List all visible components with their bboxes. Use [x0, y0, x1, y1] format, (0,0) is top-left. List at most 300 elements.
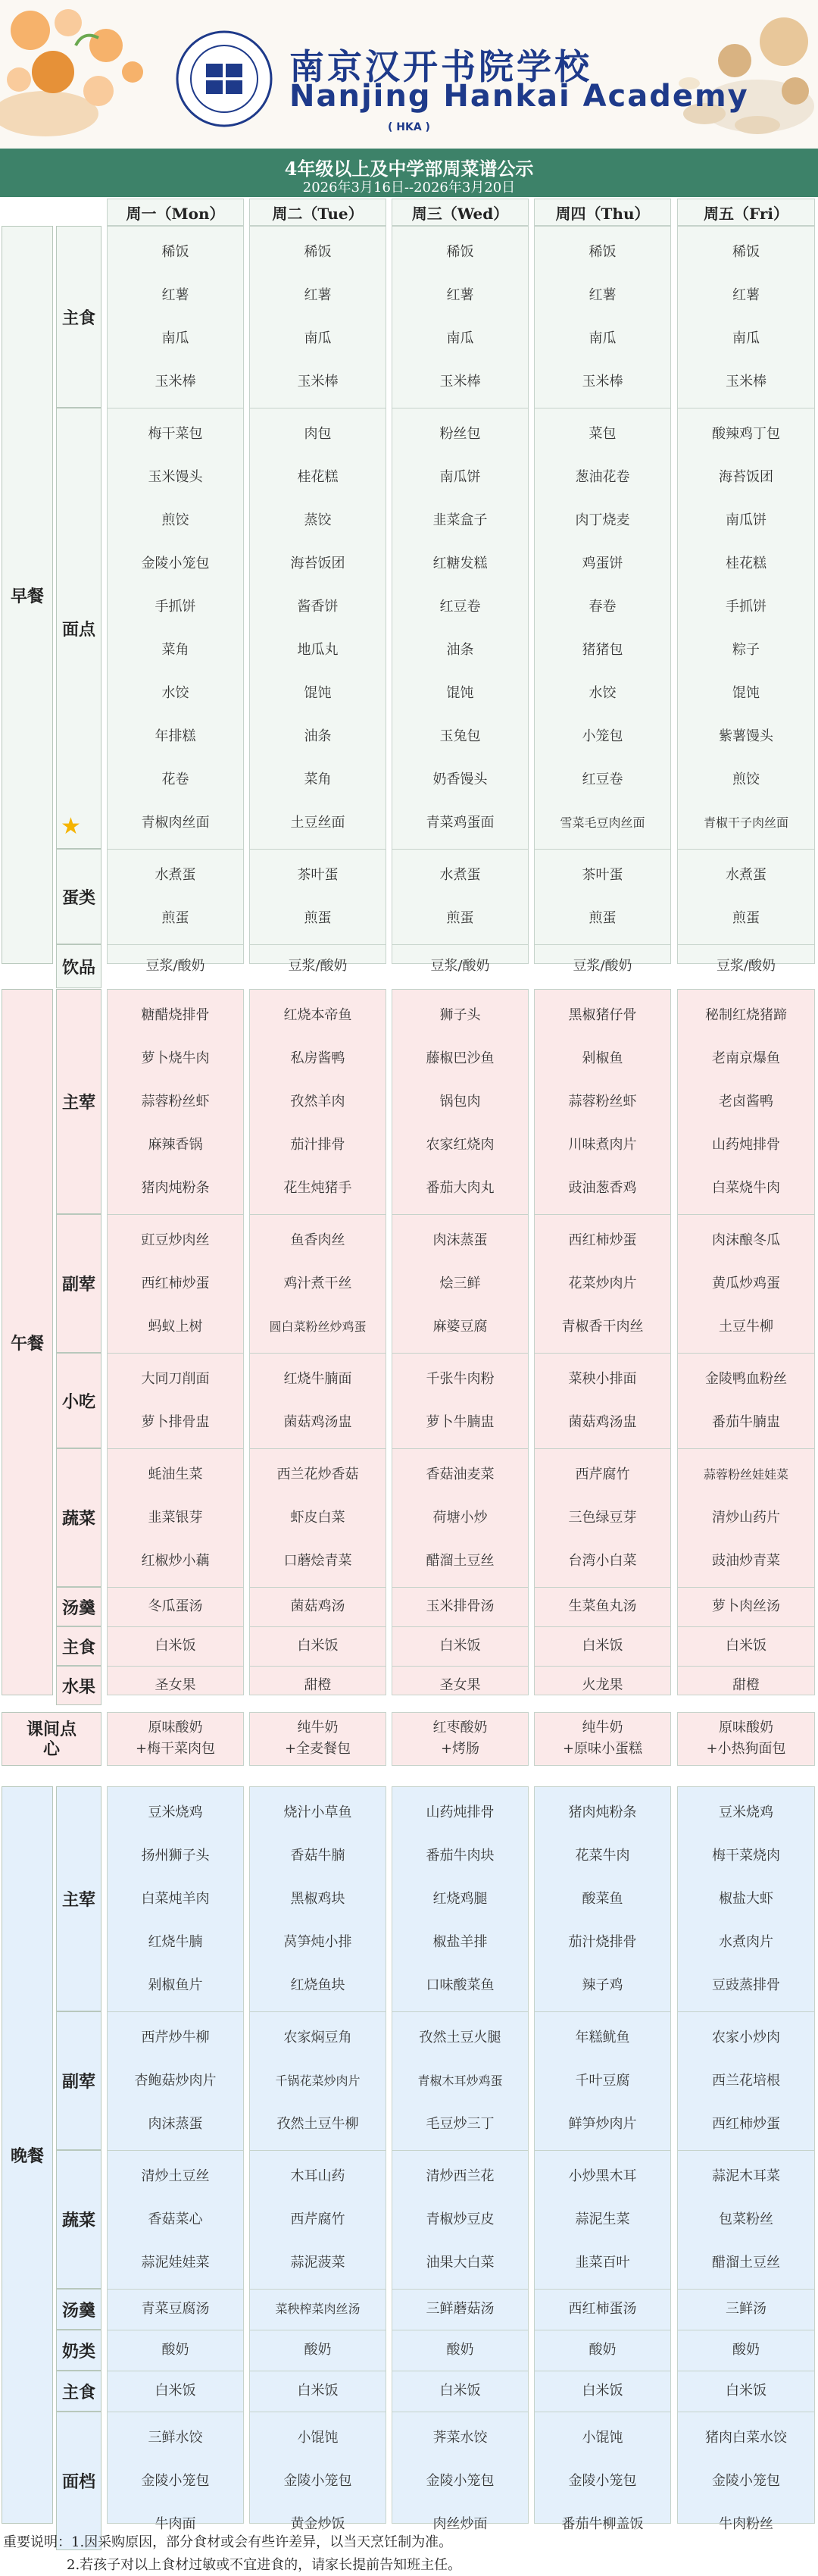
- dish-cell: 酸奶: [446, 2342, 474, 2358]
- dish-cell: 农家焖豆角: [283, 2029, 352, 2045]
- day-header: 周一（Mon）: [107, 199, 244, 226]
- category-label: 主食: [56, 1626, 101, 1666]
- dish-cell: 南瓜: [732, 330, 760, 346]
- dish-cell: 蚂蚁上树: [148, 1318, 203, 1335]
- dish-cell: 番茄牛肉块: [426, 1847, 495, 1864]
- dish-cell: 猪肉白菜水饺: [705, 2429, 787, 2446]
- row-divider: [534, 2150, 671, 2151]
- dish-cell: 西芹腐竹: [575, 1466, 630, 1482]
- row-divider: [534, 1626, 671, 1627]
- dish-cell: 白米饭: [726, 1638, 766, 1654]
- row-divider: [392, 1666, 529, 1667]
- dish-cell: 金陵小笼包: [568, 2472, 637, 2489]
- dish-cell: 西红柿炒蛋: [568, 1232, 637, 1248]
- dish-cell: 西红柿蛋汤: [568, 2301, 637, 2317]
- row-divider: [534, 2289, 671, 2290]
- dish-cell: 豆米烧鸡: [148, 1804, 203, 1820]
- dish-cell: 孜然羊肉: [290, 1093, 345, 1110]
- dish-cell: 土豆丝面: [290, 814, 345, 831]
- dish-cell: 花卷: [161, 771, 189, 787]
- row-divider: [107, 944, 244, 945]
- dish-cell: 煎蛋: [161, 909, 189, 926]
- category-label: 面点: [56, 408, 101, 849]
- dish-cell: 玉米棒: [726, 373, 766, 390]
- food-decoration-right: [644, 0, 818, 149]
- row-divider: [534, 2011, 671, 2012]
- dish-cell: 青椒干子肉丝面: [703, 815, 788, 830]
- dish-cell: 麻婆豆腐: [432, 1318, 488, 1335]
- dish-cell: 粽子: [732, 641, 760, 658]
- row-divider: [677, 1214, 815, 1215]
- dish-cell: 南瓜: [589, 330, 617, 346]
- dish-cell: 红薯: [732, 286, 760, 303]
- dish-cell: 煎蛋: [589, 909, 617, 926]
- dish-cell: 西红柿炒蛋: [141, 1275, 210, 1291]
- dish-cell: 煎蛋: [304, 909, 332, 926]
- dish-cell: 豆豉蒸排骨: [712, 1977, 780, 1993]
- dish-cell: 白米饭: [155, 2383, 196, 2399]
- dish-cell: 春卷: [589, 598, 617, 615]
- dish-cell: 农家红烧肉: [426, 1136, 495, 1153]
- dish-cell: 豆浆/酸奶: [288, 958, 348, 974]
- dish-cell: 黄金炒饭: [290, 2515, 345, 2532]
- dish-cell: 扬州狮子头: [141, 1847, 210, 1864]
- day-header: 周五（Fri）: [677, 199, 815, 226]
- dish-cell: 大同刀削面: [141, 1370, 210, 1387]
- category-label: 奶类: [56, 2330, 101, 2371]
- row-divider: [249, 1214, 386, 1215]
- dish-cell: 玉米馒头: [148, 468, 203, 485]
- dish-cell: 醋溜土豆丝: [426, 1552, 495, 1569]
- dish-cell: 肉丝炒面: [432, 2515, 488, 2532]
- dish-cell: 金陵小笼包: [426, 2472, 495, 2489]
- dish-cell: 蒜蓉粉丝娃娃菜: [703, 1466, 788, 1482]
- dish-cell: 青椒炒豆皮: [426, 2211, 495, 2227]
- dish-cell: 菌菇鸡汤: [290, 1598, 345, 1614]
- dish-cell: 玉米排骨汤: [426, 1598, 495, 1614]
- row-divider: [107, 1214, 244, 1215]
- dish-cell: 糖醋烧排骨: [141, 1006, 210, 1023]
- category-label: 汤羹: [56, 1587, 101, 1626]
- row-divider: [677, 944, 815, 945]
- category-label: 副荤: [56, 2011, 101, 2150]
- dish-cell: 白米饭: [155, 1638, 196, 1654]
- dish-cell: 酸奶: [304, 2342, 332, 2358]
- row-divider: [392, 944, 529, 945]
- row-divider: [249, 1353, 386, 1354]
- dish-cell: 萝卜烧牛肉: [141, 1050, 210, 1066]
- dish-cell: 白米饭: [439, 1638, 481, 1654]
- dish-cell: 川味煮肉片: [568, 1136, 637, 1153]
- dish-cell: 千锅花菜炒肉片: [275, 2073, 361, 2088]
- dish-cell: 口味酸菜鱼: [426, 1977, 495, 1993]
- dish-cell: 椒盐羊排: [432, 1933, 488, 1950]
- dish-cell: 莴笋炖小排: [283, 1933, 352, 1950]
- dish-cell: 老南京爆鱼: [712, 1050, 780, 1066]
- dish-cell: 韭菜百叶: [575, 2254, 630, 2271]
- dish-cell: 蒜蓉粉丝虾: [568, 1093, 637, 1110]
- dish-cell: 油条: [304, 728, 332, 744]
- dish-cell: 红烧鸡腿: [432, 1890, 488, 1907]
- dish-cell: 茶叶蛋: [297, 866, 339, 883]
- dish-cell: 麻辣香锅: [148, 1136, 203, 1153]
- dish-cell: 稀饭: [304, 243, 332, 260]
- dish-cell: 蒜泥木耳菜: [712, 2168, 780, 2184]
- dish-cell: 锅包肉: [439, 1093, 481, 1110]
- row-divider: [392, 849, 529, 850]
- meal-label-breakfast: 早餐: [2, 226, 53, 964]
- row-divider: [534, 1448, 671, 1449]
- dish-cell: 白菜烧牛肉: [712, 1179, 780, 1196]
- dish-cell: 葱油花卷: [575, 468, 630, 485]
- row-divider: [249, 2150, 386, 2151]
- dish-cell: 剁椒鱼: [582, 1050, 623, 1066]
- dish-cell: 青椒香干肉丝: [561, 1318, 644, 1335]
- dish-cell: 肉沫酿冬瓜: [712, 1232, 780, 1248]
- dish-cell: 醋溜土豆丝: [712, 2254, 780, 2271]
- dish-cell: 紫薯馒头: [719, 728, 773, 744]
- dish-cell: 冬瓜蛋汤: [148, 1598, 203, 1614]
- snack-cell: 原味酸奶: [148, 1720, 203, 1736]
- dish-cell: 茄汁烧排骨: [568, 1933, 637, 1950]
- dish-cell: 菜秧小排面: [568, 1370, 637, 1387]
- dish-cell: 奶香馒头: [432, 771, 488, 787]
- day-header: 周二（Tue）: [249, 199, 386, 226]
- dish-cell: 白米饭: [726, 2383, 766, 2399]
- dish-cell: 海苔饭团: [719, 468, 773, 485]
- dish-cell: 烩三鲜: [439, 1275, 481, 1291]
- row-divider: [107, 2011, 244, 2012]
- dish-cell: 圆白菜粉丝炒鸡蛋: [269, 1319, 367, 1334]
- dish-cell: 火龙果: [582, 1677, 623, 1693]
- meal-label-dinner: 晚餐: [2, 1786, 53, 2524]
- category-label: 小吃: [56, 1353, 101, 1448]
- dish-cell: 蒜泥生菜: [575, 2211, 630, 2227]
- dish-cell: 金陵鸭血粉丝: [705, 1370, 787, 1387]
- row-divider: [392, 2011, 529, 2012]
- dish-cell: 西芹炒牛柳: [141, 2029, 210, 2045]
- row-divider: [392, 1448, 529, 1449]
- dish-cell: 萝卜排骨盅: [141, 1413, 210, 1430]
- dish-cell: 土豆牛柳: [719, 1318, 773, 1335]
- dish-cell: 白米饭: [582, 1638, 623, 1654]
- dish-cell: 红烧本帝鱼: [283, 1006, 352, 1023]
- dish-cell: 清炒土豆丝: [141, 2168, 210, 2184]
- dish-cell: 肉包: [304, 425, 332, 442]
- row-divider: [392, 1587, 529, 1588]
- category-label: 蔬菜: [56, 1448, 101, 1587]
- dish-cell: 鲜笋炒肉片: [568, 2115, 637, 2132]
- dish-cell: 玉米棒: [155, 373, 196, 390]
- dish-cell: 红糖发糕: [432, 555, 488, 571]
- dish-cell: 雪菜毛豆肉丝面: [560, 815, 645, 830]
- dish-cell: 辣子鸡: [582, 1977, 623, 1993]
- dish-cell: 韭菜银芽: [148, 1509, 203, 1526]
- dish-cell: 白米饭: [439, 2383, 481, 2399]
- dish-cell: 青椒肉丝面: [141, 814, 210, 831]
- dish-cell: 豉油炒青菜: [712, 1552, 780, 1569]
- dish-cell: 金陵小笼包: [712, 2472, 780, 2489]
- dish-cell: 猪猪包: [582, 641, 623, 658]
- row-divider: [534, 1353, 671, 1354]
- dish-cell: 馄饨: [446, 684, 474, 701]
- dish-cell: 牛肉面: [155, 2515, 196, 2532]
- dish-cell: 台湾小白菜: [568, 1552, 637, 1569]
- dish-cell: 杏鲍菇炒肉片: [134, 2072, 217, 2089]
- dish-cell: 水煮肉片: [719, 1933, 773, 1950]
- snack-cell: +烤肠: [440, 1741, 480, 1757]
- category-label: 主荤: [56, 989, 101, 1214]
- dish-cell: 生菜鱼丸汤: [568, 1598, 637, 1614]
- dish-cell: 青菜鸡蛋面: [426, 814, 495, 831]
- date-range: 2026年3月16日--2026年3月20日: [302, 180, 516, 196]
- dish-cell: 地瓜丸: [297, 641, 339, 658]
- row-divider: [249, 1626, 386, 1627]
- dish-cell: 梅干菜包: [148, 425, 203, 442]
- dish-cell: 粉丝包: [439, 425, 481, 442]
- category-label: 蛋类: [56, 849, 101, 944]
- dish-cell: 山药炖排骨: [426, 1804, 495, 1820]
- dish-cell: 手抓饼: [726, 598, 766, 615]
- dish-cell: 三鲜水饺: [148, 2429, 203, 2446]
- row-divider: [677, 2011, 815, 2012]
- dish-cell: 水煮蛋: [726, 866, 766, 883]
- dish-cell: 稀饭: [732, 243, 760, 260]
- note-2: 2.若孩子对以上食材过敏或不宜进食的，请家长提前告知班主任。: [67, 2557, 462, 2573]
- dish-cell: 馄饨: [732, 684, 760, 701]
- category-label: 主食: [56, 226, 101, 408]
- dish-cell: 清炒西兰花: [426, 2168, 495, 2184]
- dish-cell: 毛豆炒三丁: [426, 2115, 495, 2132]
- dish-cell: 金陵小笼包: [141, 2472, 210, 2489]
- snack-cell: +全麦餐包: [284, 1741, 351, 1757]
- dish-cell: 菌菇鸡汤盅: [283, 1413, 352, 1430]
- dish-cell: 小馄饨: [582, 2429, 623, 2446]
- row-divider: [392, 1214, 529, 1215]
- dish-cell: 煎蛋: [732, 909, 760, 926]
- dish-cell: 菜包: [589, 425, 617, 442]
- dish-cell: 煎饺: [732, 771, 760, 787]
- row-divider: [107, 1587, 244, 1588]
- dish-cell: 稀饭: [446, 243, 474, 260]
- dish-cell: 清炒山药片: [712, 1509, 780, 1526]
- dish-cell: 萝卜肉丝汤: [712, 1598, 780, 1614]
- category-label: 主荤: [56, 1786, 101, 2011]
- dish-cell: 菌菇鸡汤盅: [568, 1413, 637, 1430]
- dish-cell: 青菜豆腐汤: [141, 2301, 210, 2317]
- dish-cell: 南瓜: [161, 330, 189, 346]
- dish-cell: 千叶豆腐: [575, 2072, 630, 2089]
- row-divider: [249, 1587, 386, 1588]
- dish-cell: 花生炖猪手: [283, 1179, 352, 1196]
- dish-cell: 剁椒鱼片: [148, 1977, 203, 1993]
- dish-cell: 红烧牛腩面: [283, 1370, 352, 1387]
- dish-cell: 白菜炖羊肉: [141, 1890, 210, 1907]
- row-divider: [249, 1448, 386, 1449]
- row-divider: [677, 1587, 815, 1588]
- dish-cell: 三鲜汤: [726, 2301, 766, 2317]
- school-name-en: Nanjing Hankai Academy: [289, 79, 749, 114]
- dish-cell: 酸奶: [161, 2342, 189, 2358]
- snack-cell: +小热狗面包: [706, 1741, 786, 1757]
- dish-cell: 红薯: [161, 286, 189, 303]
- dish-cell: 藤椒巴沙鱼: [426, 1050, 495, 1066]
- row-divider: [107, 2289, 244, 2290]
- dish-cell: 梅干菜烧肉: [712, 1847, 780, 1864]
- dish-cell: 南瓜饼: [439, 468, 481, 485]
- dish-cell: 红烧牛腩: [148, 1933, 203, 1950]
- dish-cell: 白米饭: [297, 1638, 339, 1654]
- dish-cell: 红豆卷: [439, 598, 481, 615]
- category-label: 主食: [56, 2371, 101, 2412]
- dish-cell: 木耳山药: [290, 2168, 345, 2184]
- dish-cell: 玉兔包: [439, 728, 481, 744]
- day-header: 周四（Thu）: [534, 199, 671, 226]
- dish-cell: 甜橙: [732, 1677, 760, 1693]
- dish-cell: 小馄饨: [297, 2429, 339, 2446]
- dish-cell: 黑椒猪仔骨: [568, 1006, 637, 1023]
- row-divider: [534, 1214, 671, 1215]
- dish-cell: 青椒木耳炒鸡蛋: [417, 2073, 503, 2088]
- dish-cell: 三色绿豆芽: [568, 1509, 637, 1526]
- dish-cell: 肉丁烧麦: [575, 512, 630, 528]
- dish-cell: 菜角: [304, 771, 332, 787]
- dish-cell: 三鲜蘑菇汤: [426, 2301, 495, 2317]
- dish-cell: 鱼香肉丝: [290, 1232, 345, 1248]
- row-divider: [392, 1626, 529, 1627]
- dish-cell: 红椒炒小藕: [141, 1552, 210, 1569]
- row-divider: [677, 2289, 815, 2290]
- dish-cell: 红薯: [304, 286, 332, 303]
- dish-cell: 茄汁排骨: [290, 1136, 345, 1153]
- row-divider: [392, 2289, 529, 2290]
- dish-cell: 海苔饭团: [290, 555, 345, 571]
- row-divider: [107, 2150, 244, 2151]
- dish-cell: 稀饭: [589, 243, 617, 260]
- dish-cell: 烧汁小草鱼: [283, 1804, 352, 1820]
- row-divider: [677, 1448, 815, 1449]
- notes: [3, 2531, 461, 2576]
- dish-cell: 豆浆/酸奶: [573, 958, 632, 974]
- dish-cell: 番茄牛柳盖饭: [561, 2515, 644, 2532]
- row-divider: [249, 2289, 386, 2290]
- dish-cell: 西红柿炒蛋: [712, 2115, 780, 2132]
- school-logo: [176, 30, 273, 127]
- dish-cell: 狮子头: [439, 1006, 481, 1023]
- dish-cell: 鸡蛋饼: [582, 555, 623, 571]
- dish-cell: 煎饺: [161, 512, 189, 528]
- star-icon: ★: [61, 813, 81, 840]
- dish-cell: 蒸饺: [304, 512, 332, 528]
- row-divider: [107, 1448, 244, 1449]
- row-divider: [534, 1587, 671, 1588]
- dish-cell: 红烧鱼块: [290, 1977, 345, 1993]
- dish-cell: 手抓饼: [155, 598, 196, 615]
- menu-banner: [0, 149, 818, 197]
- snack-cell: 原味酸奶: [719, 1720, 773, 1736]
- dish-cell: 水煮蛋: [155, 866, 196, 883]
- snack-cell: +原味小蛋糕: [562, 1741, 643, 1757]
- snack-cell: 红枣酸奶: [432, 1720, 488, 1736]
- school-abbr: ( HKA ): [388, 121, 430, 133]
- row-divider: [677, 849, 815, 850]
- dish-cell: 玉米棒: [439, 373, 481, 390]
- dish-cell: 酸奶: [589, 2342, 617, 2358]
- dish-cell: 番茄大肉丸: [426, 1179, 495, 1196]
- dish-cell: 小炒黑木耳: [568, 2168, 637, 2184]
- row-divider: [249, 2011, 386, 2012]
- dish-cell: 香菇牛腩: [290, 1847, 345, 1864]
- dish-cell: 红豆卷: [582, 771, 623, 787]
- row-divider: [249, 1666, 386, 1667]
- dish-cell: 椒盐大虾: [719, 1890, 773, 1907]
- dish-cell: 虾皮白菜: [290, 1509, 345, 1526]
- dish-cell: 荠菜水饺: [432, 2429, 488, 2446]
- dish-cell: 煎蛋: [446, 909, 474, 926]
- dish-cell: 私房酱鸭: [290, 1050, 345, 1066]
- snack-cell: 纯牛奶: [297, 1720, 339, 1736]
- dish-cell: 香菇菜心: [148, 2211, 203, 2227]
- dish-cell: 西兰花培根: [712, 2072, 780, 2089]
- row-divider: [534, 849, 671, 850]
- dish-cell: 萝卜牛腩盅: [426, 1413, 495, 1430]
- dish-cell: 蒜蓉粉丝虾: [141, 1093, 210, 1110]
- dish-cell: 孜然土豆火腿: [419, 2029, 501, 2045]
- dish-cell: 蒜泥菠菜: [290, 2254, 345, 2271]
- header: [0, 0, 818, 149]
- dish-cell: 年糕鱿鱼: [575, 2029, 630, 2045]
- dish-cell: 农家小炒肉: [712, 2029, 780, 2045]
- dish-cell: 香菇油麦菜: [426, 1466, 495, 1482]
- category-label: 副荤: [56, 1214, 101, 1353]
- dish-cell: 水饺: [589, 684, 617, 701]
- dish-cell: 年排糕: [155, 728, 196, 744]
- dish-cell: 猪肉炖粉条: [568, 1804, 637, 1820]
- dish-cell: 水饺: [161, 684, 189, 701]
- dish-cell: 酸菜鱼: [582, 1890, 623, 1907]
- dish-cell: 酸奶: [732, 2342, 760, 2358]
- dish-cell: 甜橙: [304, 1677, 332, 1693]
- day-header: 周三（Wed）: [392, 199, 529, 226]
- dish-cell: 孜然土豆牛柳: [276, 2115, 359, 2132]
- row-divider: [249, 849, 386, 850]
- dish-cell: 南瓜: [446, 330, 474, 346]
- dish-cell: 黄瓜炒鸡蛋: [712, 1275, 780, 1291]
- dish-cell: 黑椒鸡块: [290, 1890, 345, 1907]
- dish-cell: 包菜粉丝: [719, 2211, 773, 2227]
- dish-cell: 白米饭: [297, 2383, 339, 2399]
- dish-cell: 豉油葱香鸡: [568, 1179, 637, 1196]
- row-divider: [534, 1666, 671, 1667]
- dish-cell: 鸡汁煮干丝: [283, 1275, 352, 1291]
- dish-cell: 桂花糕: [297, 468, 339, 485]
- dish-cell: 油条: [446, 641, 474, 658]
- dish-cell: 水煮蛋: [439, 866, 481, 883]
- category-label: 面档: [56, 2412, 101, 2550]
- dish-cell: 菜角: [161, 641, 189, 658]
- row-divider: [249, 944, 386, 945]
- dish-cell: 老卤酱鸭: [719, 1093, 773, 1110]
- dish-cell: 山药炖排骨: [712, 1136, 780, 1153]
- row-divider: [107, 1353, 244, 1354]
- row-divider: [677, 2150, 815, 2151]
- dish-cell: 豆浆/酸奶: [430, 958, 490, 974]
- row-divider: [534, 944, 671, 945]
- dish-cell: 桂花糕: [726, 555, 766, 571]
- dish-cell: 油果大白菜: [426, 2254, 495, 2271]
- row-divider: [677, 1626, 815, 1627]
- dish-cell: 番茄牛腩盅: [712, 1413, 780, 1430]
